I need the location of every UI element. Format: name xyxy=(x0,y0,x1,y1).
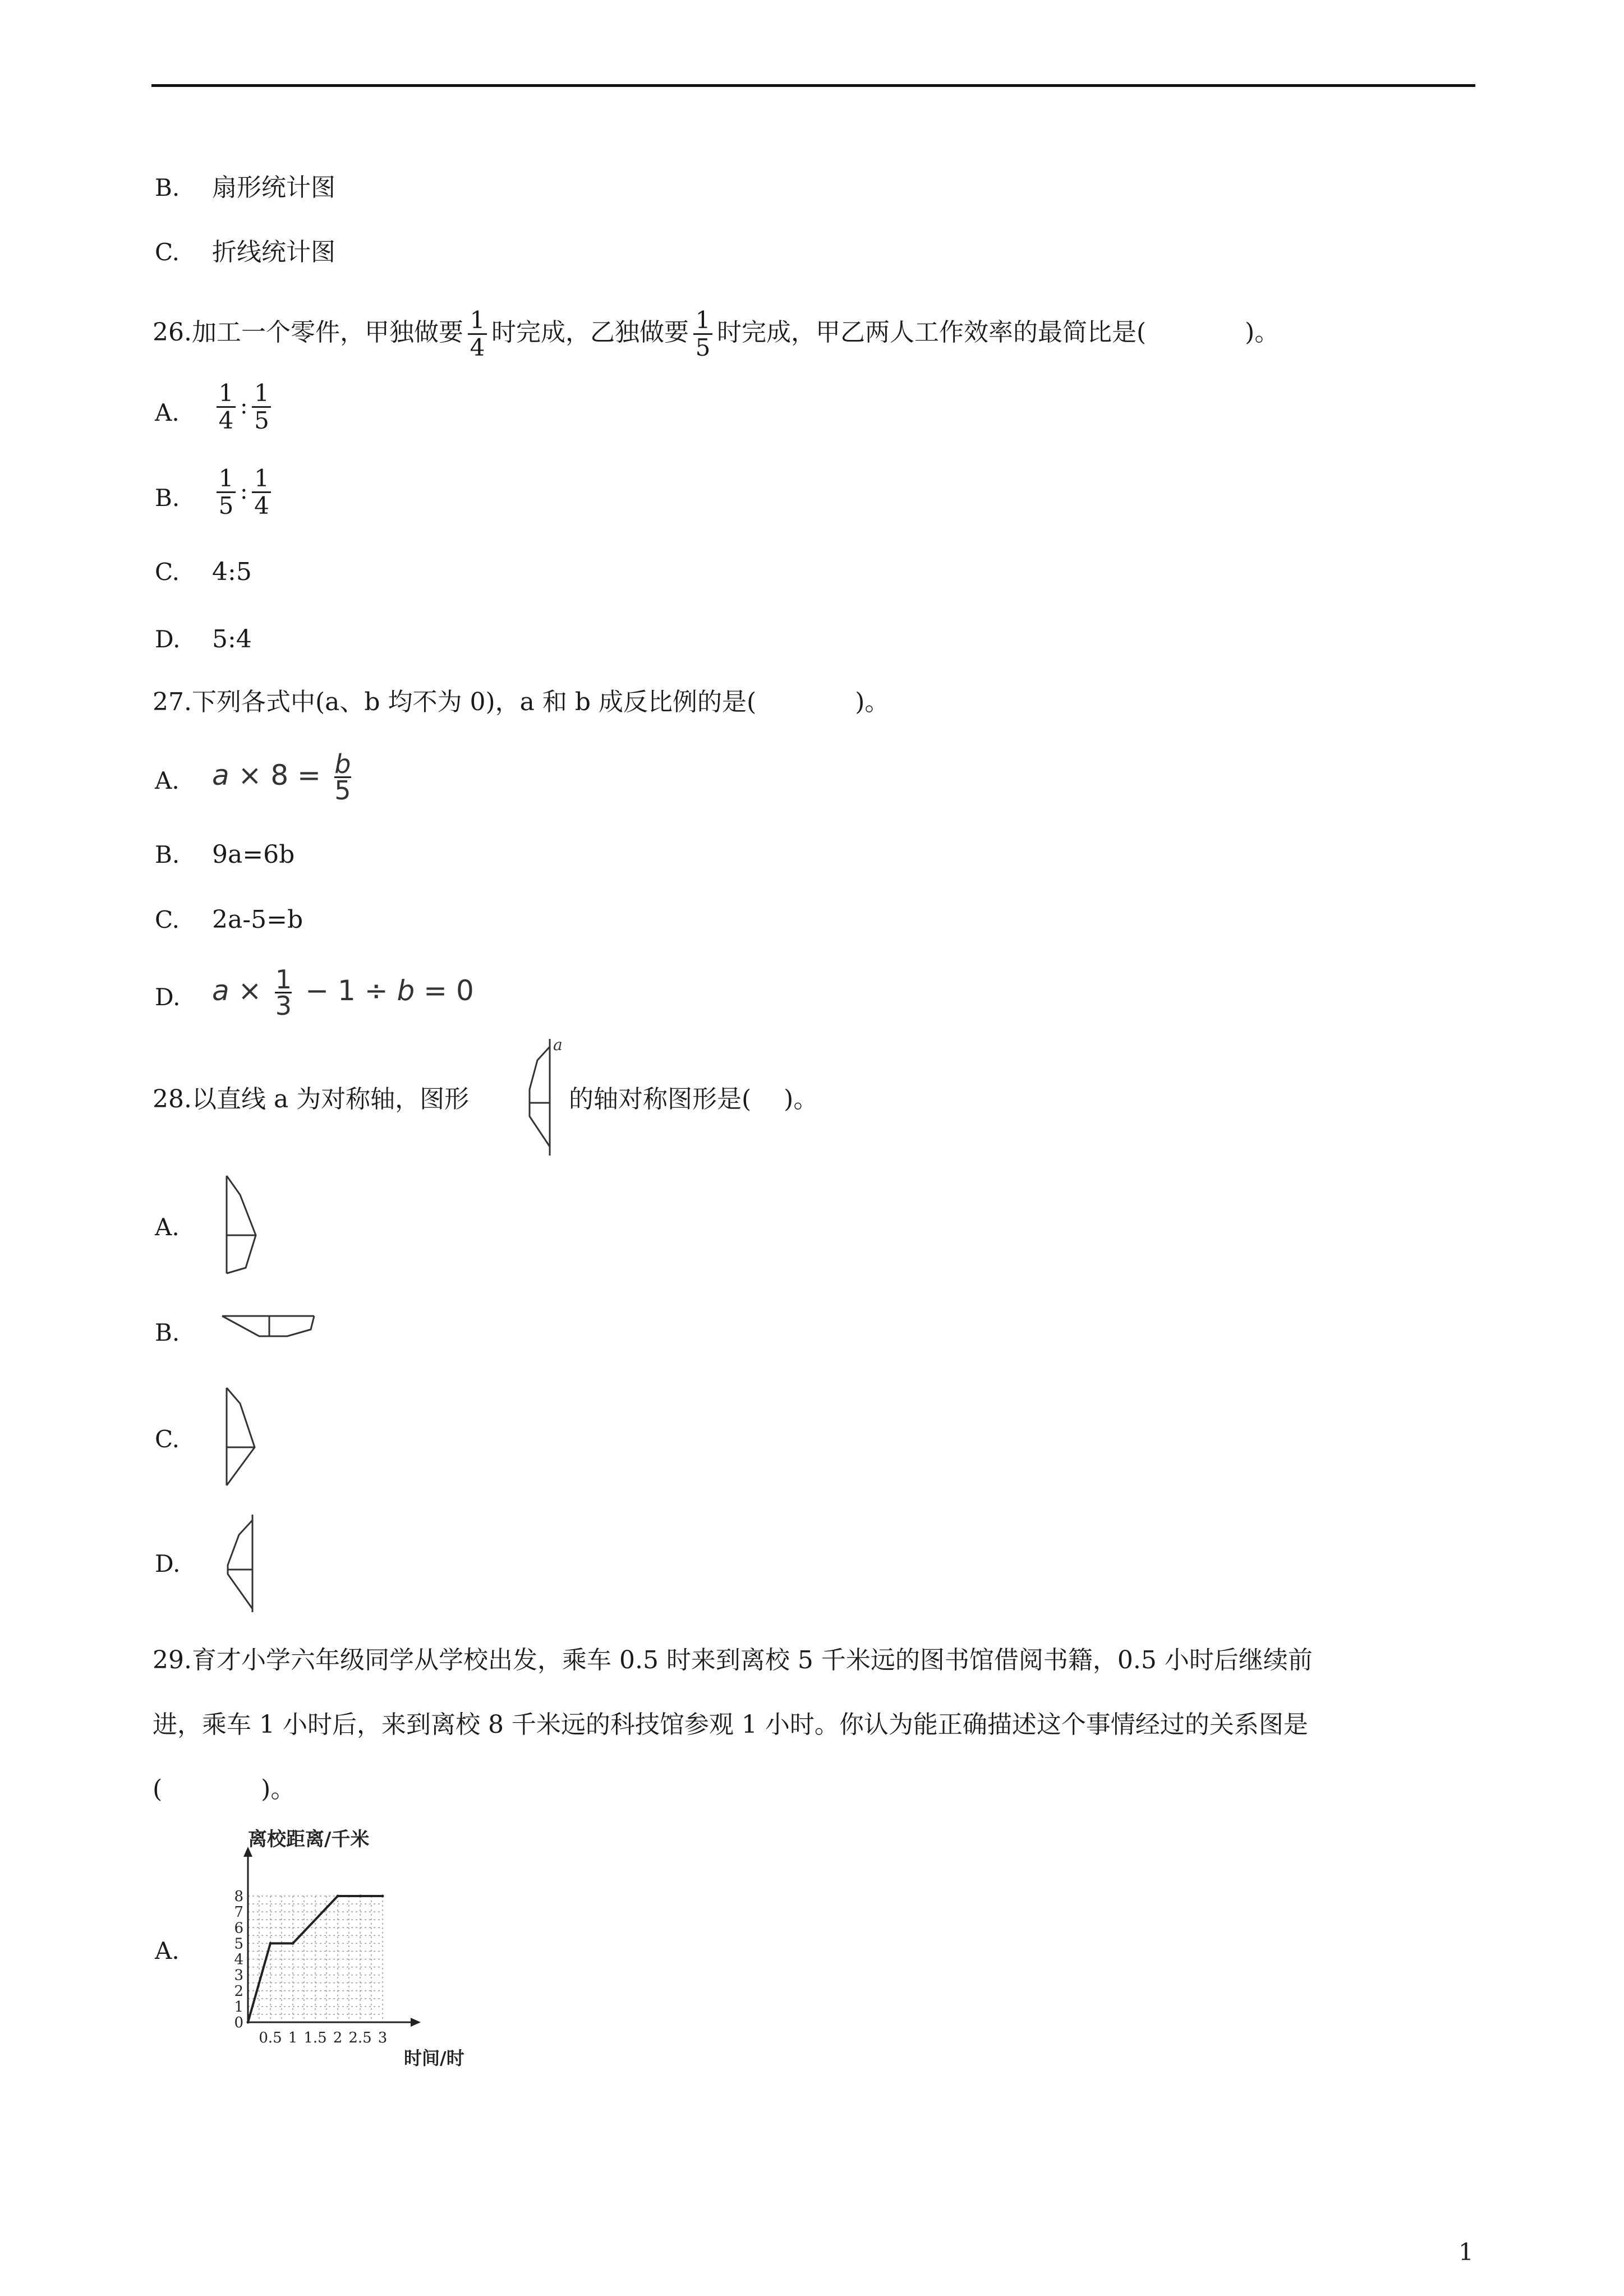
q28-option-d-figure xyxy=(218,1512,268,1619)
y-tick-label: 1 xyxy=(234,1998,243,2016)
q25-option-b-letter: B. xyxy=(155,174,180,201)
y-tick-label: 6 xyxy=(234,1920,243,1937)
q27-option-c-letter: C. xyxy=(155,906,180,933)
q29-question-line3: ( )。 xyxy=(153,1775,296,1803)
x-tick-label: 1.5 xyxy=(303,2030,327,2046)
y-tick-label: 5 xyxy=(234,1935,243,1953)
q28-question-part1: 28.以直线 a 为对称轴，图形 xyxy=(153,1085,470,1114)
q28-option-a-letter: A. xyxy=(155,1213,180,1241)
q25-option-c-letter: C. xyxy=(155,238,180,266)
y-tick-label: 0 xyxy=(234,2014,243,2031)
chart-xlabel: 时间/时 xyxy=(404,2047,464,2069)
chart-grid xyxy=(248,1896,383,2022)
q29-question-line2: 进，乘车 1 小时后，来到离校 8 千米远的科技馆参观 1 小时。你认为能正确描述这个事情经过的关系图是 xyxy=(153,1710,1308,1739)
y-tick-label: 7 xyxy=(234,1904,243,1921)
q26-fraction-2: $\frac{1}{5}$ xyxy=(693,307,712,361)
series-point xyxy=(359,1895,362,1898)
q27-option-d-letter: D. xyxy=(155,983,181,1011)
q28-option-c-letter: C. xyxy=(155,1425,180,1453)
q28-option-c-figure xyxy=(218,1384,268,1491)
q26-option-d-text: 5:4 xyxy=(212,625,252,654)
page-number: 1 xyxy=(1459,2238,1474,2266)
q26-option-c-text: 4:5 xyxy=(212,558,252,586)
q26-option-a-letter: A. xyxy=(155,399,180,426)
q25-option-c-text: 折线统计图 xyxy=(212,238,335,266)
q28-option-d-letter: D. xyxy=(155,1550,181,1577)
series-point xyxy=(381,1895,384,1898)
q27-question: 27.下列各式中(a、b 均不为 0)，a 和 b 成反比例的是( )。 xyxy=(153,688,890,716)
x-axis-arrow xyxy=(411,2018,421,2027)
q28-option-b-figure xyxy=(220,1306,321,1345)
q26-option-c-letter: C. xyxy=(155,558,180,586)
q26-option-d-letter: D. xyxy=(155,625,181,653)
q29-option-a-letter: A. xyxy=(155,1937,180,1964)
chart-ylabel: 离校距离/千米 xyxy=(248,1829,370,1851)
y-tick-label: 2 xyxy=(234,1982,243,2000)
q28-question-part2: 的轴对称图形是( )。 xyxy=(569,1085,818,1114)
q27-option-b-letter: B. xyxy=(155,841,180,868)
q26-fraction-1: $\frac{1}{4}$ xyxy=(468,307,487,361)
q27-option-c-text: 2a-5=b xyxy=(212,905,303,934)
q29-question-line1: 29.育才小学六年级同学从学校出发，乘车 0.5 时来到离校 5 千米远的图书馆借阅书籍，0.5 小时后继续前 xyxy=(153,1646,1313,1674)
q29-option-a-chart xyxy=(219,1829,499,2076)
q26-option-b-ratio: $\frac{1}{5}$ : $\frac{1}{4}$ xyxy=(212,466,275,519)
q27-option-b-text: 9a=6b xyxy=(212,840,295,869)
series-point xyxy=(292,1942,295,1945)
x-tick-label: 2.5 xyxy=(348,2030,372,2046)
x-tick-label: 2 xyxy=(333,2030,343,2046)
q28-option-b-letter: B. xyxy=(155,1319,180,1346)
series-point xyxy=(269,1942,272,1945)
q27-option-a-letter: A. xyxy=(155,767,180,794)
x-tick-label: 0.5 xyxy=(259,2030,282,2046)
q25-option-b-text: 扇形统计图 xyxy=(212,173,335,202)
q27-option-a-formula: a × 8 = $\frac{b}{5}$ xyxy=(212,749,351,806)
q28-axis-label: a xyxy=(553,1037,563,1054)
y-tick-label: 4 xyxy=(234,1951,243,1968)
header-rule xyxy=(151,84,1475,87)
q26-option-b-letter: B. xyxy=(155,484,180,512)
q28-option-a-figure xyxy=(218,1172,268,1279)
x-tick-label: 3 xyxy=(378,2030,388,2046)
q27-option-d-formula: a × $\frac{1}{3}$ − 1 ÷ b = 0 xyxy=(212,964,474,1021)
q26-question: 26.加工一个零件，甲独做要 $\frac{1}{4}$ 时完成，乙独做要 $\frac{1}{5}$ 时完成，甲乙两人工作效率的最简比是( )。 xyxy=(153,306,1280,361)
x-tick-label: 1 xyxy=(288,2030,298,2046)
y-tick-label: 3 xyxy=(234,1967,243,1984)
y-tick-label: 8 xyxy=(234,1888,243,1905)
series-point xyxy=(247,2021,250,2024)
series-point xyxy=(337,1895,339,1898)
q28-reference-figure xyxy=(522,1037,567,1160)
q26-option-a-ratio: $\frac{1}{4}$ : $\frac{1}{5}$ xyxy=(212,380,275,434)
